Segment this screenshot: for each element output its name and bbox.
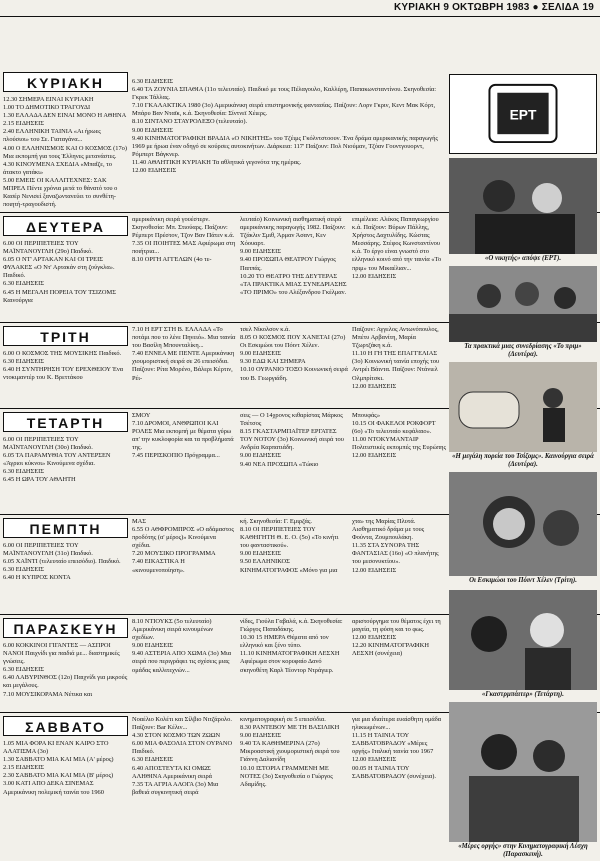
tuesday-col1: 6.00 Ο ΚΟΣΜΟΣ ΤΗΣ ΜΟΥΣΙΚΗΣ Παιδικό. 6.30 ΕΙΔΗΣΕΙΣ 6.40 Η ΣΥΝΤΗΡΗΣΗ ΤΟΥ ΕΡΕΧΘΕΙΟΥ Ένα ντοκιμαντέρ του Κ. Βρεττάκου <box>3 350 124 382</box>
caption-the-winner: «Ο νικητής» απόψε (ΕΡΤ). <box>484 255 562 262</box>
caption-chisholms: «Η μεγάλη πορεία του Τσίζομς». Καινούργια σειρά (Δευτέρα). <box>452 453 594 468</box>
ert-logo-box <box>449 74 597 154</box>
day-friday: ΠΑΡΑΣΚΕΥΗ <box>3 618 128 638</box>
monday-col2: αμερικάνικη σειρά γουέστερν. Σκηνοθεσία: Μπ. Στιούαρς. Παίζουν: Ρέμπερτ Πρέστον, Τζον Βαν Πάτεν κ.ά. 7.35 ΟΙ ΠΟΙΗΤΕΣ ΜΑΣ Αφιέρωμα στη ποιήτρια... 8.10 ΟΡΓΗ ΑΓΓΕΛΩΝ (4ο τε- <box>132 216 236 264</box>
day-thursday: ΠΕΜΠΤΗ <box>3 518 128 538</box>
wednesday-col2: ΣΜΟΥ 7.10 ΔΡΟΜΟΙ, ΑΝΘΡΩΠΟΙ ΚΑΙ ΡΟΛΕΣ Μια εκπομπή με θέματα γύρω απ' την κυκλοφορία και τα προβλήματά της. 7.45 ΠΕΡΙΣΚΟΠΙΟ Πρόγραμμα... <box>132 412 234 460</box>
caption-gastarbeiter: «Γκαστρμπάιτερ» (Τετάρτη). <box>482 691 564 698</box>
monday-col1: 6.00 ΟΙ ΠΕΡΙΠΕΤΕΙΕΣ ΤΟΥ ΜΑΪΝΤΑΝΟΥΓΛΗ (29ο) Παιδικό. 6.05 Ο ΝΤ' ΑΡΤΑΚΑΝ ΚΑΙ ΟΙ ΤΡΕΙΣ ΦΥΛΑΚΕΣ «Ο Ντ' Αρτακάν στη ζούγκλα». Παιδικό. 6.30 ΕΙΔΗΣΕΙΣ 6.45 Η ΜΕΓΑΛΗ ΠΟΡΕΙΑ ΤΟΥ ΤΣΙΖΟΜΣ Καινούργια <box>3 240 116 304</box>
thursday-col3: κή. Σκηνοθεσία: Γ. Εμιρζάς. 8.10 ΟΙ ΠΕΡΙΠΕΤΕΙΕΣ ΤΟΥ ΚΑΘΗΓΗΤΗ Θ. Ε. Ο. (5ο) «Το κινήτι του φανταστικού». 9.00 ΕΙΔΗΣΕΙΣ 9.50 ΕΛΛΗΝΙΚΟΣ ΚΙΝΗΜΑΤΟΓΡΑΦΟΣ «Μόνο για μια <box>240 518 339 574</box>
caption-eskimos: Οι Εσκιμώοι του Πόιντ Χέλεν (Τρίτη). <box>469 577 577 584</box>
saturday-col2: Νοαέλιο Κολέτι και Σίλβιο Νιτζάρολο. Παίζουν: Bar Κέλιν... 4.30 ΣΤΟΝ ΚΟΣΜΟ ΤΩΝ ΖΩΩΝ 6.00 ΜΙΑ ΦΑΣΟΛΙΑ ΣΤΟΝ ΟΥΡΑΝΟ Παιδικό. 6.30 ΕΙΔΗΣΕΙΣ 6.40 ΑΠΟΣΤΕΥΤΑ ΚΙ ΟΜΩΣ ΑΛΗΘΙΝΑ Αμερικάνικη σειρά 7.35 ΤΑ ΑΓΡΙΑ ΑΛΟΓΑ (3ο) Μια βαθειά συγκινητική σειρά <box>132 716 233 796</box>
photo-the-winner <box>449 158 597 254</box>
caption-days-of-wrath: «Μέρες οργής» στην Κινηματογραφική Λέσχη (Παρασκευή). <box>458 843 588 858</box>
day-sunday: ΚΥΡΙΑΚΗ <box>3 72 128 92</box>
day-tuesday: ΤΡΙΤΗ <box>3 326 128 346</box>
monday-col4: επιμέλεια: Αλέκος Παπαγεωργίου κ.ά. Παίζουν: Βύρων Πάλλης, Χρήστος Δαχτυλίδης. Κώστας Μεσσάρης. Στέφος Κωνσταντίνου κ.ά. Το έργο είναι γνωστό στο ελληνικό κοινό από την ταινία «Το πριμ» του Μικαέλιαν... 12.00 ΕΙΔΗΣΕΙΣ <box>352 216 442 280</box>
day-wednesday: ΤΕΤΑΡΤΗ <box>3 412 128 432</box>
tuesday-col4: Παίζουν: Αγγελος Αντωνόπουλος, Μπέτυ Αρβανίτη, Μαρία Τζωρτζάκη κ.ά. 11.10 Η ΓΗ ΤΗΣ ΕΠΑΓΓΕΛΙΑΣ (3ο) Κοινωνική ταινία εποχής του Αντρέι Βάιντα. Παίζουν: Ντάνιελ Ολμπρίτσκι. 12.00 ΕΙΔΗΣΕΙΣ <box>352 326 440 390</box>
friday-col3: νίδες, Γιούλα Γαβαλά, κ.ά. Σκηνοθεσία: Γιώργος Παπαδάκης. 10.30 15 ΗΜΕΡΑ Θέματα από τον ελληνικό και ξένο τύπο. 11.10 ΚΙΝΗΜΑΤΟΓΡΑΦΙΚΗ ΛΕΣΧΗ Αφιέρωμα στον κορυφαίο Δανό σκηνοθέτη Καρλ Τέοντορ Ντράγιερ. <box>240 618 343 674</box>
wednesday-col1: 6.00 ΟΙ ΠΕΡΙΠΕΤΕΙΕΣ ΤΟΥ ΜΑΪΝΤΑΝΟΥΓΛΗ (30ο) Παιδικό. 6.05 ΤΑ ΠΑΡΑΜΥΘΙΑ ΤΟΥ ΑΝΤΕΡΣΕΝ «Άγριοι κύκνοι» Κινούμενα σχέδια. 6.30 ΕΙΔΗΣΕΙΣ 6.45 Η ΩΡΑ ΤΟΥ ΑΘΛΗΤΗ <box>3 436 111 484</box>
monday-col3: λευταίο) Κοινωνική αισθηματική σειρά αμερικάνικης παραγωγής 1982. Παίζουν: Τζάκλιν Σμιθ, Άρμαν Άσαντ, Κεν Χόουαρτ. 9.00 ΕΙΔΗΣΕΙΣ 9.40 ΠΡΟΣΩΠΑ ΘΕΑΤΡΟΥ Γιώργος Παππάς. 10.20 ΤΟ ΘΕΑΤΡΟ ΤΗΣ ΔΕΥΤΕΡΑΣ «ΤΑ ΠΡΑΚΤΙΚΑ ΜΙΑΣ ΣΥΝΕΔΡΙΑΣΗΣ «ΤΟ ΠΡΙΜΟ» του Αλέξανδρου Γκέλμαν. <box>240 216 347 296</box>
photo-eskimos <box>449 472 597 576</box>
photo-gastarbeiter <box>449 590 597 690</box>
friday-col4: αριστούργημα του θέματος έχει τη μαγεία, τη φύση και το φως. 12.00 ΕΙΔΗΣΕΙΣ 12.20 ΚΙΝΗΜΑΤΟΓΡΑΦΙΚΗ ΛΕΣΧΗ (συνέχεια) <box>352 618 441 658</box>
day-saturday: ΣΑΒΒΑΤΟ <box>3 716 128 736</box>
tv-set-icon <box>450 75 596 154</box>
saturday-col3: κινηματογραφική σε 5 επεισόδια. 8.30 ΡΑΝΤΕΒΟΥ ΜΕ ΤΗ ΒΑΣΙΛΙΚΗ 9.00 ΕΙΔΗΣΕΙΣ 9.40 ΤΑ ΚΑΘΗΜΕΡΙΝΑ (27ο) Μικροαστική χιουμοριστική σειρά του Γιάννη Δαλιανίδη 10.10 ΙΣΤΟΡΙΑ ΓΡΑΜΜΕΝΗ ΜΕ ΝΟΤΕΣ (3ο) Σκηνοθεσία ο Γιώργος Αδαμίδης. <box>240 716 340 788</box>
thursday-col1: 6.00 ΟΙ ΠΕΡΙΠΕΤΕΙΕΣ ΤΟΥ ΜΑΪΝΤΑΝΟΥΓΛΗ (31ο) Παιδικό. 6.05 ΧΑΪΝΤΙ (τελευταίο επεισόδιο). Παιδικό. 6.30 ΕΙΔΗΣΕΙΣ 6.40 Η ΚΥΠΡΟΣ ΚΟΝΤΑ <box>3 542 121 582</box>
photo-the-prim <box>449 266 597 342</box>
sunday-left-text: 12.30 ΣΗΜΕΡΑ ΕΙΝΑΙ ΚΥΡΙΑΚΗ 1.00 ΤΟ ΔΗΜΟΤΙΚΟ ΤΡΑΓΟΥΔΙ 1.30 ΕΛΛΑΔΑ ΔΕΝ ΕΙΝΑΙ ΜΟΝΟ Η ΑΘΗΝΑ 2.15 ΕΙΔΗΣΕΙΣ 2.40 ΕΛΛΗΝΙΚΗ ΤΑΙΝΙΑ «Αι ήρωες πλούσιοι» του Σε. Γιαταγάνα... 4.00 Ο ΕΛΛΗΝΙΣΜΟΣ ΚΑΙ Ο ΚΟΣΜΟΣ (17ο) Μια εκπομπή για τους Έλληνες μετανάστες. 4.30 ΚΙΝΟΥΜΕΝΑ ΣΧΕΔΙΑ «Μπαΐζε, το άτακτο γατάκι» 5.00 ΕΜΕΙΣ ΟΙ ΚΑΛΛΙΤΕΧΝΕΣ: ΣΑΚ ΜΠΡΕΛ Πέντε χρόνια μετά το θάνατό του ο Κασέρ Νενισεί ξαναζωντανεύει το συνθέτη-ποιητή-τραγουδιστή. <box>3 96 127 209</box>
wednesday-col3: σεις — Ο 14χρονος κιθαρίστας Μάρκος Τσέτσος 8.15 ΓΚΑΣΤΑΡΜΠΑΪΤΕΡ ΕΡΓΑΤΕΣ ΤΟΥ ΝΟΤΟΥ (3ο) Κοινωνική σειρά του Ανδρέα Καρπατιάδη. 9.00 ΕΙΔΗΣΕΙΣ 9.40 ΝΕΑ ΠΡΟΣΩΠΑ «Τώκιο <box>240 412 344 468</box>
friday-col2: 8.10 ΝΤΙΟΥΚΣ (5ο τελευταίο) Αμερικάνικη σειρά κινουμένων σχεδίων. 9.00 ΕΙΔΗΣΕΙΣ 9.40 ΑΣΤΕΡΙΑ ΑΠΟ ΧΩΜΑ (3ο) Μια σειρά που περιγράφει τις σχέσεις μιας ομάδας καλλιτεχνών... <box>132 618 232 674</box>
page-header <box>0 0 600 17</box>
logo-text: ΕΡΤ <box>509 107 537 123</box>
day-monday: ΔΕΥΤΕΡΑ <box>3 216 128 236</box>
thursday-col4: χτα» της Μαρίας Πλυτά. Αισθηματικό δράμα με τους Φούντα, Ζουμπουλάκη. 11.35 ΣΤΑ ΣΥΝΟΡΑ ΤΗΣ ΦΑΝΤΑΣΙΑΣ (16ο) «Ο πλανήτης του μεσονυκτίου». 12.00 ΕΙΔΗΣΕΙΣ <box>352 518 439 574</box>
friday-col1: 6.00 ΚΟΚΚΙΝΟΙ ΓΙΓΑΝΤΕΣ — ΑΣΠΡΟΙ ΝΑΝΟΙ Παιχνίδι για παιδιά με... διαστημικές γνώσεις. 6.30 ΕΙΔΗΣΕΙΣ 6.40 ΛΑΒΥΡΙΝΘΟΣ (12ο) Παιχνίδι για μικρούς και μεγάλους. 7.10 ΜΟΥΣΙΚΟΡΑΜΑ Νέτικα και <box>3 642 128 698</box>
header-date: ΚΥΡΙΑΚΗ 9 ΟΚΤΩΒΡΗ 1983 ● ΣΕΛΙΔΑ 19 <box>393 2 594 13</box>
caption-the-prim: Τα πρακτικά μιας συνεδρίασης «Το πριμ» (Δευτέρα). <box>464 343 582 358</box>
thursday-col2: ΜΑΣ 6.55 Ο ΑΘΦΡΟΜΠΡΟΣ «Ο αδάμαστος προδότης (α' μέρος)» Κινούμενα σχέδια. 7.20 ΜΟΥΣΙΚΟ ΠΡΟΓΡΑΜΜΑ 7.40 ΕΙΚΑΣΤΙΚΑ Η «κινουμενοποίηση». <box>132 518 234 574</box>
tuesday-col2: 7.10 Η ΕΡΤ ΣΤΗ Β. ΕΛΛΑΔΑ «Το ποτάμι που το λένε Πηνειό». Μια ταινία του Βασίλη Μπουνταλίκη... 7.40 ΕΝΝΕΑ ΜΕ ΠΕΝΤΕ Αμερικάνικη χιουμοριστική σειρά σε 26 επεισόδια. Παίζουν: Ρίτα Μορένο, Βάλερι Κέρτιν, Ρέι- <box>132 326 236 382</box>
saturday-col1: 1.05 ΜΙΑ ΦΟΡΑ ΚΙ ΕΝΑΝ ΚΑΙΡΟ ΣΤΟ ΑΛΑΤΙΣΜΑ (3ο) 1.30 ΣΑΒΒΑΤΟ ΜΙΑ ΚΑΙ ΜΙΑ (Α' μέρος) 2.15 ΕΙΔΗΣΕΙΣ 2.30 ΣΑΒΒΑΤΟ ΜΙΑ ΚΑΙ ΜΙΑ (Β' μέρος) 3.00 ΚΑΤΙ ΑΠΟ ΔΕΚΑ ΣΙΝΕΜΑΣ Αμερικάνικη πολεμική ταινία του 1960 <box>3 740 114 796</box>
photo-chisholms <box>449 362 597 452</box>
sunday-mid-text: 6.30 ΕΙΔΗΣΕΙΣ 6.40 ΤΑ ΖΟΥΝΙΑ ΣΠΑΘΙΑ (11ο τελευταίο). Παιδικό με τους Πέλαγουλο, Καλλέρη, Παπακωνσταντίνου. Σκηνοθεσία: Γκρεκ Τάλλας. 7.10 ΓΚΑΛΑΚΤΙΚΑ 1980 (3ο) Αμερικάνικη σειρά επιστημονικής φαντασίας. Παίζουν: Λορν Γκριν, Κεντ Μακ Κόρτ, Μπάρυ Βαν Νταϊκ, κ.ά. Σκηνοθεσία: Σίντνεϊ Χέιερς. 8.10 ΣΙΝΤΑΝΟ ΣΤΑΥΡΟΛΕΞΟ (τελευταίο). 9.00 ΕΙΔΗΣΕΙΣ 9.40 ΚΙΝΗΜΑΤΟΓΡΑΦΙΚΗ ΒΡΑΔΙΑ «Ο ΝΙΚΗΤΗΣ» του Τζέιμς Γκόλντστοουν. Ένα δράμα αμερικανικής παραγωγής 1969 με ήρωα έναν οδηγό σε κούρσες αυτοκινήτων. Διάρκεια: 117' Παίζουν: Πολ Νιούμαν, Τζόαν Γουντγουορντ, Ρόμπερτ Βάγκνερ. 11.40 ΑΘΛΗΤΙΚΗ ΚΥΡΙΑΚΗ Τα αθλητικά γεγονότα της ημέρας. 12.00 ΕΙΔΗΣΕΙΣ <box>132 78 438 175</box>
saturday-col4: για μια ιδιαίτερα ευαίσθητη ομάδα ηλικιωμένων... 11.15 Η ΤΑΙΝΙΑ ΤΟΥ ΣΑΒΒΑΤΟΒΡΑΔΟΥ «Μέρες οργής» Ιταλική ταινία του 1967 12.00 ΕΙΔΗΣΕΙΣ 00.05 Η ΤΑΙΝΙΑ ΤΟΥ ΣΑΒΒΑΤΟΒΡΑΔΟΥ (συνέχεια). <box>352 716 442 780</box>
photo-days-of-wrath <box>449 702 597 842</box>
wednesday-col4: Μπουφάς» 10.15 ΟΙ ΦΑΚΕΛΟΙ ΡΟΚΦΟΡΤ (6ο) «Το τελευταίο κεφάλαιο». 11.00 ΝΤΟΚΥΜΑΝΤΑΙΡ Πολιτιστικές εκπομπές της Ευρώπης 12.00 ΕΙΔΗΣΕΙΣ <box>352 412 446 460</box>
tuesday-col3: τσελ Νίκολσον κ.ά. 8.05 Ο ΚΟΣΜΟΣ ΠΟΥ ΧΑΝΕΤΑΙ (27ο) Οι Εσκιμώοι του Πόιντ Χέλεν. 9.00 ΕΙΔΗΣΕΙΣ 9.30 ΕΔΩ ΚΑΙ ΣΗΜΕΡΑ 10.10 ΟΥΡΑΝΙΟ ΤΟΞΟ Κοινωνική σειρά του Β. Γεωργιάδη. <box>240 326 348 382</box>
